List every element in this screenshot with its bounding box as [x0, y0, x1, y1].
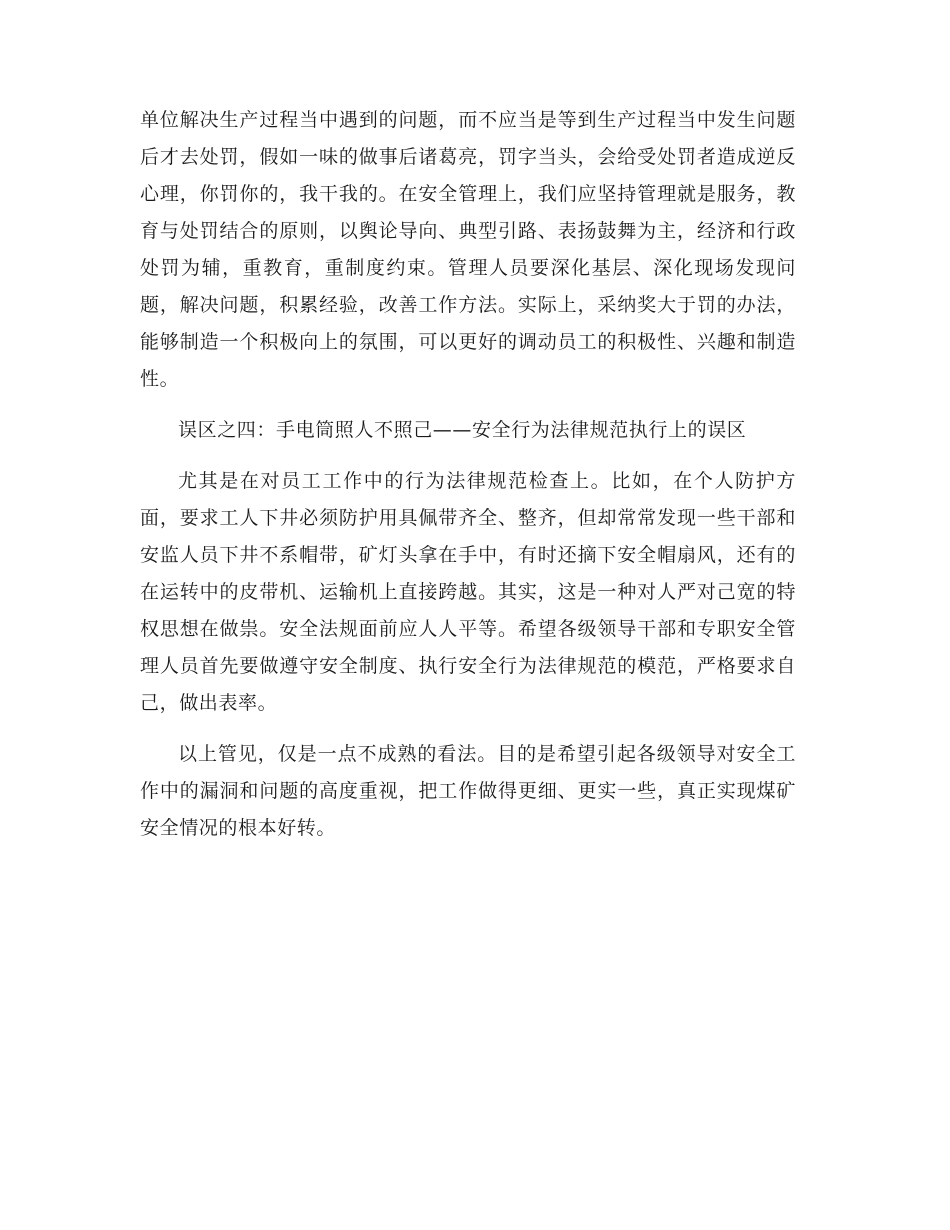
section-heading-misconception-four: 误区之四：手电筒照人不照己——安全行为法律规范执行上的误区: [178, 419, 747, 441]
paragraph-continuation: 单位解决生产过程当中遇到的问题，而不应当是等到生产过程当中发生问题后才去处罚，假如一味的做事后诸葛亮，罚字当头，会给受处罚者造成逆反心理，你罚你的，我干我的。在安全管理上，我们应坚持管理就是服务，教育与处罚结合的原则，以舆论导向、典型引路、表扬鼓舞为主，经济和行政处罚为辅，重教育，重制度约束。管理人员要深化基层、深化现场发现问题，解决问题，积累经验，改善工作方法。实际上，采纳奖大于罚的办法，能够制造一个积极向上的氛围，可以更好的调动员工的积极性、兴趣和制造性。: [140, 109, 796, 390]
paragraph-behavior-norms: 尤其是在对员工工作中的行为法律规范检查上。比如，在个人防护方面，要求工人下井必须防护用具佩带齐全、整齐，但却常常发现一些干部和安监人员下井不系帽带，矿灯头拿在手中，有时还摘下安全帽扇风，还有的在运转中的皮带机、运输机上直接跨越。其实，这是一种对人严对己宽的特权思想在做祟。安全法规面前应人人平等。希望各级领导干部和专职安全管理人员首先要做遵守安全制度、执行安全行为法律规范的模范，严格要求自己，做出表率。: [140, 470, 796, 714]
paragraph-conclusion: 以上管见，仅是一点不成熟的看法。目的是希望引起各级领导对安全工作中的漏洞和问题的高度重视，把工作做得更细、更实一些，真正实现煤矿安全情况的根本好转。: [140, 743, 796, 839]
document-page: [140, 102, 796, 861]
